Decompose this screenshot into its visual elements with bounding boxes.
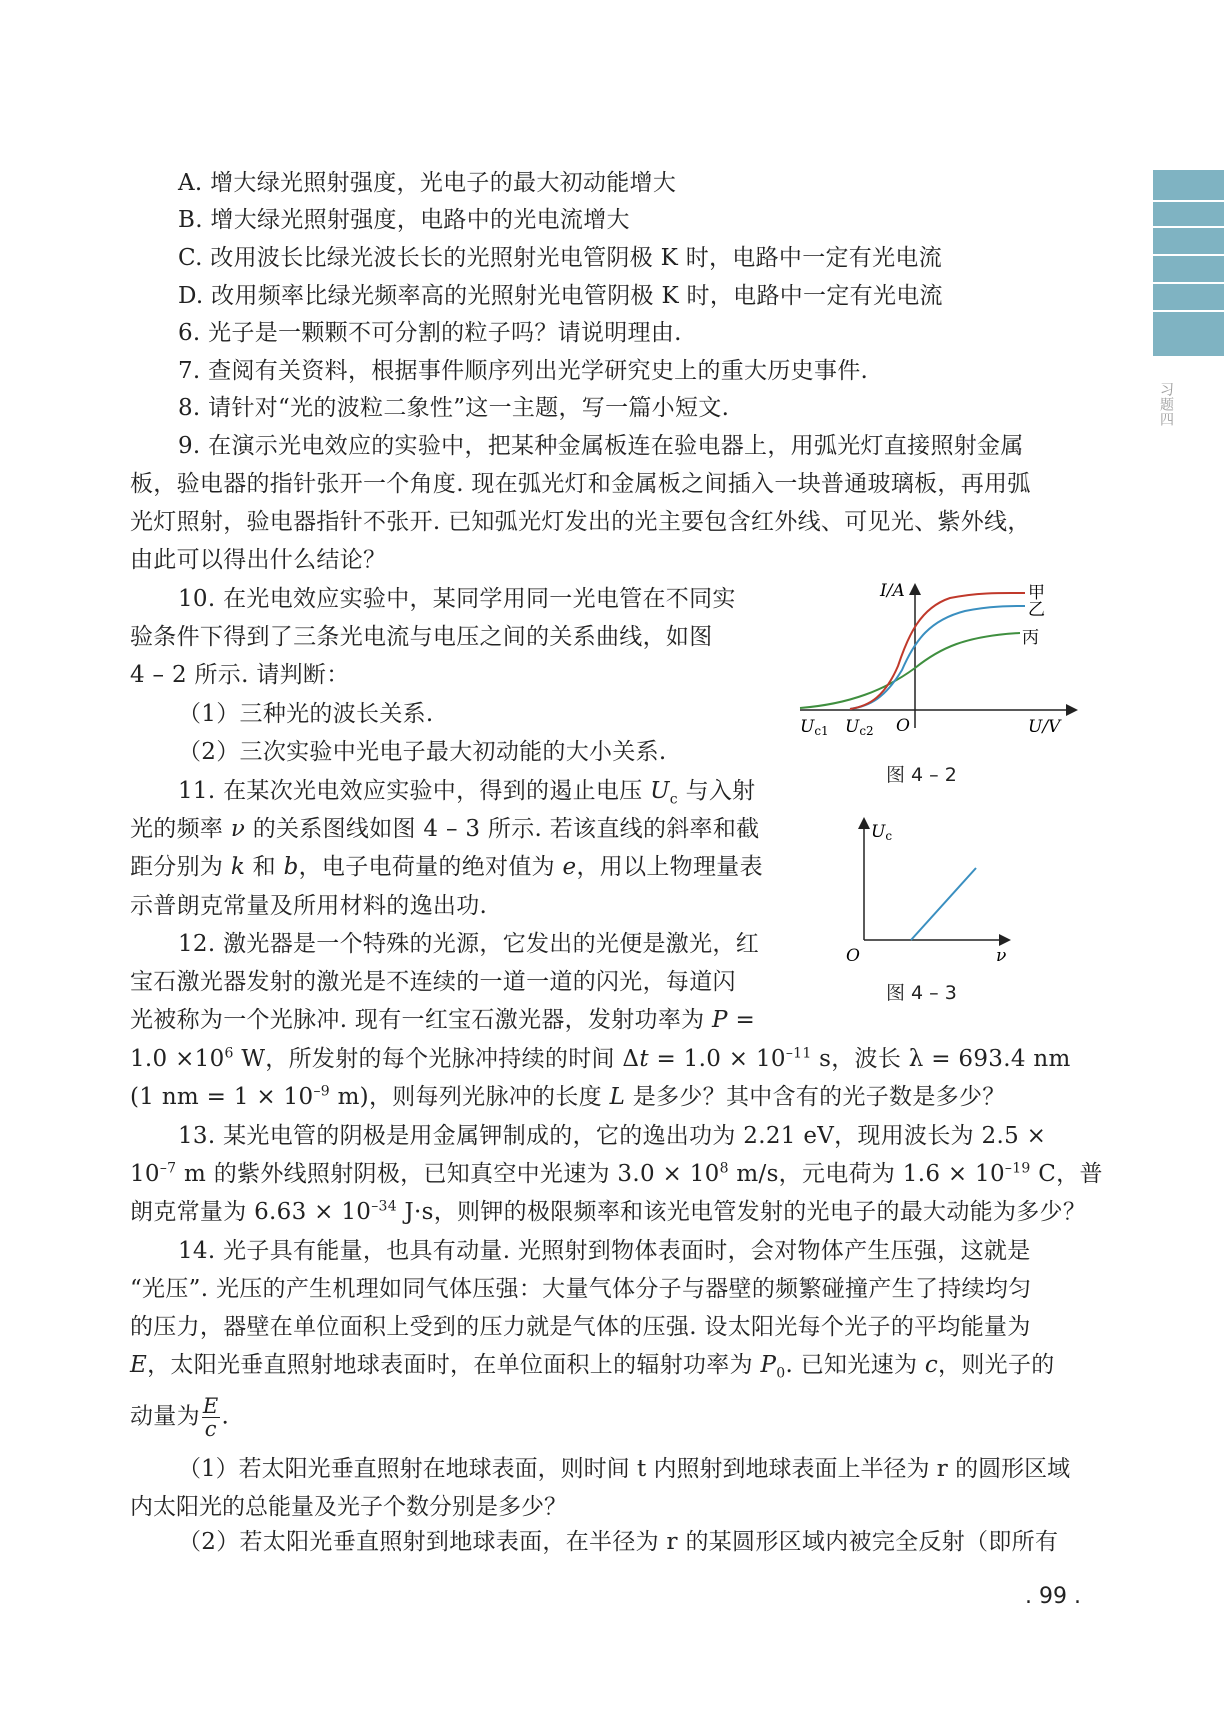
question-10-sub-1: （1）三种光的波长关系. <box>178 701 434 727</box>
curve-label-jia: 甲 <box>1028 583 1045 603</box>
fig42-uc1-label: Uc1 <box>800 717 829 738</box>
question-12-line-2: 宝石激光器发射的激光是不连续的一道一道的闪光，每道闪 <box>130 969 736 995</box>
curve-label-yi: 乙 <box>1028 600 1045 620</box>
question-7: 7. 查阅有关资料，根据事件顺序列出光学研究史上的重大历史事件. <box>178 358 869 384</box>
fig42-origin: O <box>896 716 910 736</box>
curve-jia <box>850 593 1025 709</box>
question-9-line-4: 由此可以得出什么结论？ <box>130 547 387 573</box>
figure-4-2 <box>790 578 1080 738</box>
question-10-line-3: 4 – 2 所示. 请判断： <box>130 662 350 688</box>
fig42-y-label: I/A <box>880 581 905 601</box>
uc-symbol: U <box>650 778 670 804</box>
curve-yi <box>850 606 1025 709</box>
fig43-y-label: Uc <box>871 822 893 843</box>
curve-bing <box>800 633 1020 708</box>
question-11-line-1: 11. 在某次光电效应实验中，得到的遏止电压 $U_c$ 与入射 <box>178 778 756 808</box>
question-12-line-4: $1.0 \times 10^6$ W，所发射的每个光脉冲持续的时间 $\Delta t = 1.0 \times 10^{-11}$ s，波长 λ = 693.4 nm <box>130 1045 1071 1072</box>
question-14-sub-1: （1）若太阳光垂直照射在地球表面，则时间 t 内照射到地球表面上半径为 r 的圆形区域内太阳光的总能量及光子个数分别是多少？ <box>130 1456 1071 1520</box>
page-number: . 99 . <box>1025 1584 1081 1609</box>
question-13-line-2: $10^{-7}$ m 的紫外线照射阴极，已知真空中光速为 $3.0 \times 10^8$ m/s，元电荷为 $1.6 \times 10^{-19}$ C，普 <box>130 1160 1103 1187</box>
figure-4-3 <box>840 815 1020 965</box>
fig43-origin: O <box>846 946 860 965</box>
option-a: A. 增大绿光照射强度，光电子的最大初动能增大 <box>178 170 677 196</box>
question-9-line-2: 板，验电器的指针张开一个角度. 现在弧光灯和金属板之间插入一块普通玻璃板，再用弧 <box>130 471 1031 497</box>
question-9-line-1: 9. 在演示光电效应的实验中，把某种金属板连在验电器上，用弧光灯直接照射金属 <box>178 433 1024 459</box>
chapter-tab <box>1153 170 1224 356</box>
question-10-line-1: 10. 在光电效应实验中，某同学用同一光电管在不同实 <box>178 586 736 612</box>
momentum-fraction: $\frac{E}{c}$ <box>202 1394 219 1441</box>
question-6: 6. 光子是一颗颗不可分割的粒子吗？请说明理由. <box>178 320 682 346</box>
chapter-label: 习题四 <box>1158 382 1174 427</box>
curve-label-bing: 丙 <box>1022 628 1039 648</box>
question-14-line-1: 14. 光子具有能量，也具有动量. 光照射到物体表面时，会对物体产生压强，这就是 <box>178 1238 1031 1264</box>
question-14-line-2: “光压”. 光压的产生机理如同气体压强：大量气体分子与器壁的频繁碰撞产生了持续均匀 <box>130 1276 1032 1302</box>
question-8: 8. 请针对“光的波粒二象性”这一主题，写一篇小短文. <box>178 395 730 421</box>
question-12-line-3: 光被称为一个光脉冲. 现有一红宝石激光器，发射功率为 P = <box>130 1007 756 1033</box>
question-11-line-4: 示普朗克常量及所用材料的逸出功. <box>130 893 488 919</box>
question-14-line-4: E，太阳光垂直照射地球表面时，在单位面积上的辐射功率为 $P_0$. 已知光速为 c，则光子的 <box>130 1352 1055 1382</box>
question-14-line-3: 的压力，器壁在单位面积上受到的压力就是气体的压强. 设太阳光每个光子的平均能量为 <box>130 1314 1031 1340</box>
option-d: D. 改用频率比绿光频率高的光照射光电管阴极 K 时，电路中一定有光电流 <box>178 283 943 309</box>
question-12-line-1: 12. 激光器是一个特殊的光源，它发出的光便是激光，红 <box>178 931 759 957</box>
option-c: C. 改用波长比绿光波长长的光照射光电管阴极 K 时，电路中一定有光电流 <box>178 245 943 271</box>
question-9-line-3: 光灯照射，验电器指针不张开. 已知弧光灯发出的光主要包含红外线、可见光、紫外线， <box>130 509 1031 535</box>
question-12-line-5: (1 nm = $1 \times 10^{-9}$ m)，则每列光脉冲的长度 L 是多少？其中含有的光子数是多少？ <box>130 1083 1006 1110</box>
figure-4-2-caption: 图 4 – 2 <box>886 764 957 786</box>
question-13-line-3: 朗克常量为 $6.63 \times 10^{-34}$ J·s，则钾的极限频率和该光电管发射的光电子的最大动能为多少？ <box>130 1198 1087 1225</box>
question-11-line-3: 距分别为 k 和 b，电子电荷量的绝对值为 e，用以上物理量表 <box>130 854 763 880</box>
fig43-line <box>911 868 976 940</box>
fig43-x-label: ν <box>996 946 1007 965</box>
question-11-line-2: 光的频率 ν 的关系图线如图 4 – 3 所示. 若该直线的斜率和截 <box>130 816 760 842</box>
question-14-sub-2: （2）若太阳光垂直照射到地球表面，在半径为 r 的某圆形区域内被完全反射（即所有 <box>178 1529 1059 1555</box>
fig42-uc2-label: Uc2 <box>845 717 874 738</box>
question-13-line-1: 13. 某光电管的阴极是用金属钾制成的，它的逸出功为 2.21 eV，现用波长为 2.5 × <box>178 1123 1047 1149</box>
question-10-line-2: 验条件下得到了三条光电流与电压之间的关系曲线，如图 <box>130 624 713 650</box>
question-10-sub-2: （2）三次实验中光电子最大初动能的大小关系. <box>178 739 667 765</box>
figure-4-3-caption: 图 4 – 3 <box>886 982 957 1004</box>
question-14-line-5: 动量为 $\frac{E}{c}$ . <box>130 1394 230 1441</box>
option-b: B. 增大绿光照射强度，电路中的光电流增大 <box>178 207 630 233</box>
fig42-x-label: U/V <box>1028 717 1061 737</box>
